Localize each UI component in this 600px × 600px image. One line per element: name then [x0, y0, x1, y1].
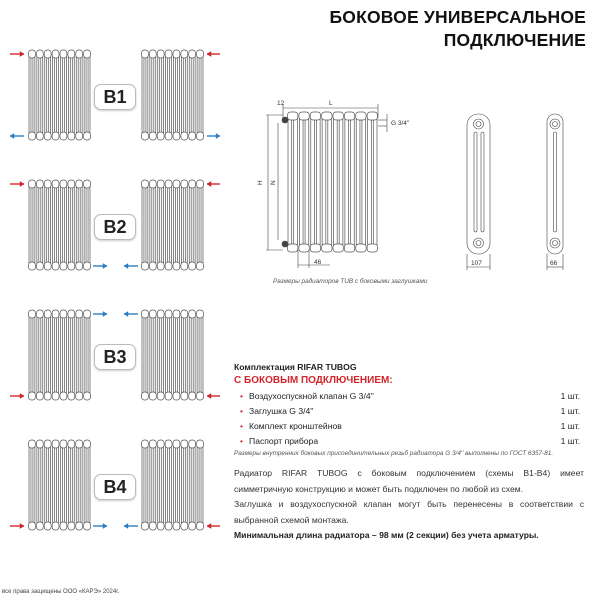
drawing-caption: Размеры радиаторов TUB с боковыми заглушками [273, 278, 428, 285]
kit-note: Размеры внутренних боковых присоединительных резьб радиатора G 3/4'' выполнены по ГОСТ 6357-81. [234, 450, 554, 457]
description-p2: Заглушка и воздухоспускной клапан могут быть перенесены в соответствии с выбранной схемой монтажа. [234, 499, 584, 525]
kit-item: • Паспорт прибора 1 шт. [234, 434, 584, 449]
radiator-front [288, 112, 378, 252]
scheme-label-b2: B2 [94, 214, 136, 240]
scheme-label-b1: B1 [94, 84, 136, 110]
dim-46: 46 [314, 259, 322, 266]
radiator-side-view-2col [547, 114, 563, 254]
kit-item-name: Комплект кронштейнов [249, 421, 342, 431]
radiator-side-view-3col [467, 114, 490, 254]
kit-item-qty: 1 шт. [560, 391, 580, 401]
description-p3: Минимальная длина радиатора – 98 мм (2 секции) без учета арматуры. [234, 530, 539, 540]
kit-item-name: Заглушка G 3/4'' [249, 406, 314, 416]
scheme-label-b3: B3 [94, 344, 136, 370]
kit-item: • Комплект кронштейнов 1 шт. [234, 419, 584, 434]
scheme-label-b4: B4 [94, 474, 136, 500]
copyright-footer: все права защищены ООО «КАРЭ» 2024г. [2, 589, 120, 595]
kit-item: • Заглушка G 3/4'' 1 шт. [234, 404, 584, 419]
kit-item-qty: 1 шт. [560, 421, 580, 431]
kit-subheading: С БОКОВЫМ ПОДКЛЮЧЕНИЕМ: [234, 375, 393, 386]
dim-12: 12 [277, 100, 285, 107]
kit-item-qty: 1 шт. [560, 406, 580, 416]
kit-item-name: Воздухоспускной клапан G 3/4'' [249, 391, 374, 401]
dim-n: N [270, 180, 277, 185]
dim-107: 107 [471, 260, 482, 267]
kit-item: • Воздухоспускной клапан G 3/4'' 1 шт. [234, 389, 584, 404]
kit-item-qty: 1 шт. [560, 436, 580, 446]
radiator-front-view [282, 112, 378, 252]
description-p1: Радиатор RIFAR TUBOG с боковым подключением (схемы В1-В4) имеет симметричную конструкцию и может быть подключен по любой из схем. [234, 468, 584, 494]
dim-h: H [257, 180, 264, 185]
kit-heading: Комплектация RIFAR TUBOG [234, 362, 357, 372]
title-line-2: ПОДКЛЮЧЕНИЕ [443, 30, 586, 50]
title-line-1: БОКОВОЕ УНИВЕРСАЛЬНОЕ [329, 7, 586, 27]
dim-66: 66 [550, 260, 558, 267]
description [234, 466, 584, 544]
dim-thread: G 3/4'' [391, 120, 410, 127]
kit-section [234, 362, 584, 449]
kit-item-name: Паспорт прибора [249, 436, 319, 446]
dim-l: L [329, 100, 333, 107]
